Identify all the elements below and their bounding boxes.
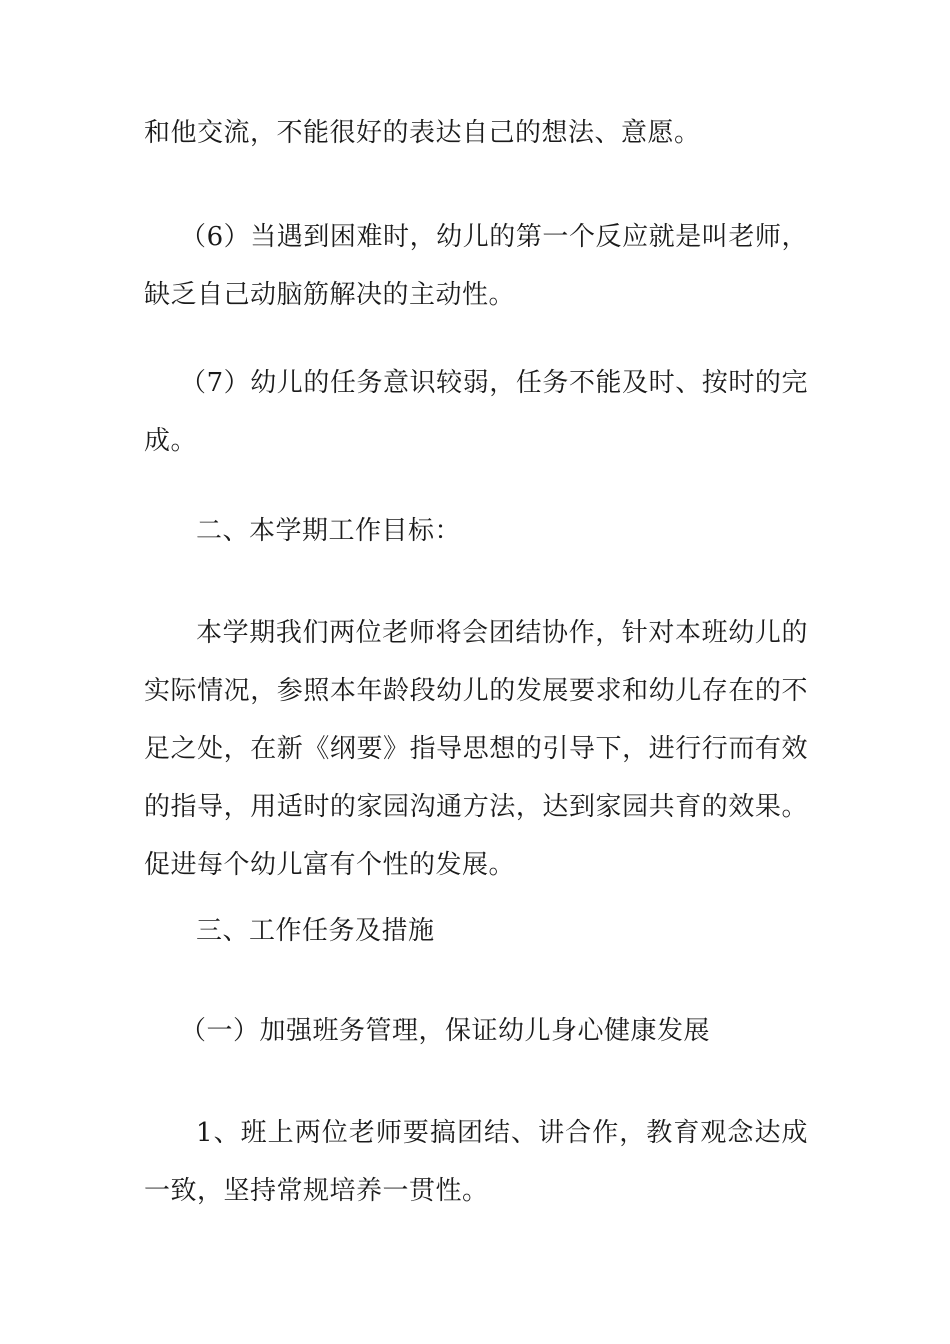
subsection-heading-1: （一）加强班务管理，保证幼儿身心健康发展 — [180, 1016, 711, 1046]
paragraph-continuation: 和他交流，不能很好的表达自己的想法、意愿。 — [144, 118, 701, 148]
section-heading-3: 三、工作任务及措施 — [196, 916, 435, 946]
paragraph-item-1: 1、班上两位老师要搞团结、讲合作，教育观念达成一致，坚持常规培养一贯性。 — [144, 1118, 808, 1206]
paragraph-item-7: （7）幼儿的任务意识较弱，任务不能及时、按时的完成。 — [144, 368, 808, 456]
section-heading-2: 二、本学期工作目标： — [196, 516, 462, 546]
paragraph-item-6: （6）当遇到困难时，幼儿的第一个反应就是叫老师，缺乏自己动脑筋解决的主动性。 — [144, 222, 808, 310]
paragraph-goals: 本学期我们两位老师将会团结协作，针对本班幼儿的实际情况，参照本年龄段幼儿的发展要求和幼儿存在的不足之处，在新《纲要》指导思想的引导下，进行行而有效的指导，用适时的家园沟通方法，达到家园共育的效果。促进每个幼儿富有个性的发展。 — [144, 618, 808, 880]
